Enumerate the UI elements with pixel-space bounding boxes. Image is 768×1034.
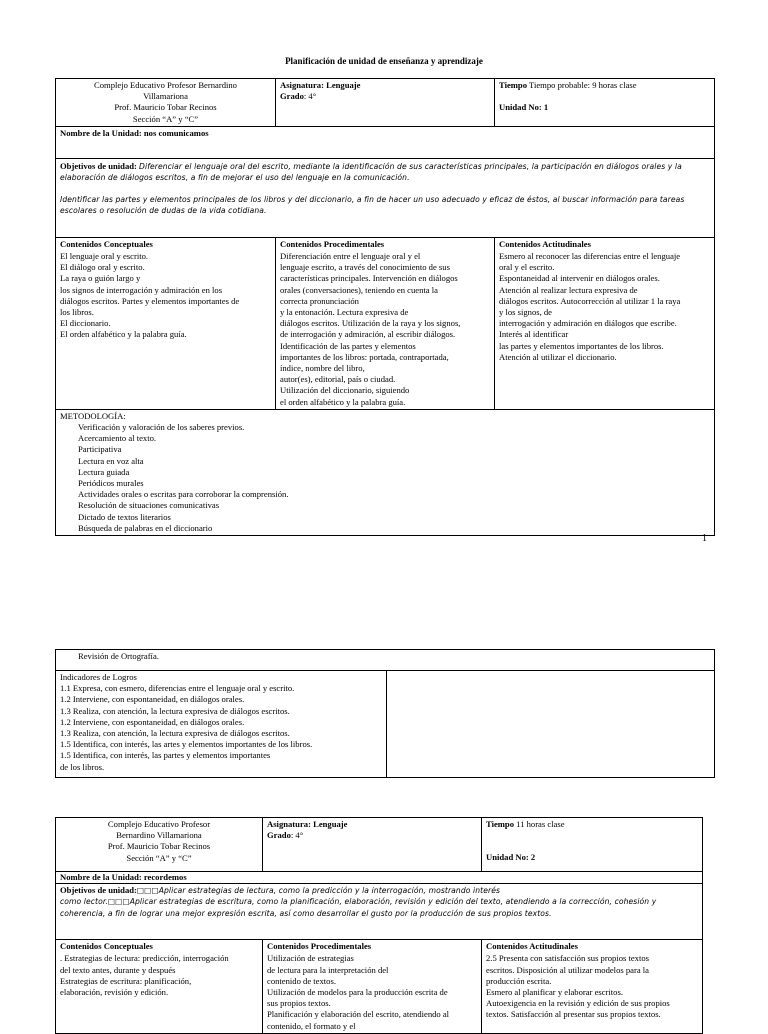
- grade-value: : 4°: [303, 91, 317, 102]
- indicator-item: 1.2 Interviene, con espontaneidad, en diálogos orales.: [60, 716, 245, 727]
- content-line: índice, nombre del libro,: [280, 363, 365, 374]
- content-line: Esmero al reconocer las diferencias entre el lenguaje: [499, 251, 681, 262]
- attitudinal-contents: [482, 952, 703, 1033]
- content-line: del texto antes, durante y después: [60, 964, 176, 975]
- content-line: Interés al identificar: [499, 329, 569, 340]
- indicators-empty-cell: [387, 671, 715, 778]
- col-header-conceptual: Contenidos Conceptuales: [56, 940, 263, 953]
- grade-label: Grado: [267, 830, 291, 841]
- content-line: Planificación y elaboración del escrito, atendiendo al: [267, 1009, 450, 1020]
- conceptual-contents: [56, 250, 276, 409]
- indicator-item: 1.3 Realiza, con atención, la lectura expresiva de diálogos escritos.: [60, 705, 290, 716]
- content-line: Diferenciación entre el lenguaje oral y el: [280, 251, 421, 262]
- content-line: y los signos, de: [499, 307, 552, 318]
- content-line: lenguaje escrito, a través del conocimiento de sus: [280, 262, 450, 273]
- content-line: El diálogo oral y escrito.: [60, 262, 145, 273]
- objectives-text: Identificar las partes y elementos principales de los libros y del diccionario, a fin de hacer un uso adecuado y eficaz de éstos, al buscar información para tareas: [60, 195, 685, 205]
- unit2-school-cell: [56, 818, 263, 872]
- methodology-cell: [56, 409, 715, 535]
- unit-name-value: nos comunicamos: [143, 127, 209, 138]
- indicator-item: 1.2 Interviene, con espontaneidad, en diálogos orales.: [60, 694, 245, 705]
- unit1-objectives-cell: [56, 158, 715, 237]
- grade-value: : 4°: [290, 830, 304, 841]
- content-line: oral y el escrito.: [499, 262, 555, 273]
- objectives-text: elaboración de diálogos escritos, a fin de mejorar el uso del lenguaje en la comunicación.: [60, 173, 410, 183]
- page-number: 1: [702, 533, 707, 544]
- content-line: El orden alfabético y la palabra guía.: [60, 329, 187, 340]
- content-line: Atención al utilizar el diccionario.: [499, 351, 617, 362]
- procedural-contents: [276, 250, 495, 409]
- unit2-plan-table: [55, 817, 703, 1034]
- content-line: orales (conversaciones), teniendo en cuenta la: [280, 284, 438, 295]
- content-line: El lenguaje oral y escrito.: [60, 251, 149, 262]
- content-line: sus propios textos.: [267, 998, 331, 1009]
- objectives-text: Diferenciar el lenguaje oral del escrito, mediante la identificación de sus características principales, la participación en diálogos orales y la: [139, 161, 682, 171]
- unit-name-label: Nombre de la Unidad:: [60, 127, 142, 138]
- col-header-procedural: Contenidos Procedimentales: [276, 237, 495, 250]
- methodology-item: Revisión de Ortografía.: [78, 651, 159, 661]
- content-line: los libros.: [60, 307, 94, 318]
- methodology-item: Resolución de situaciones comunicativas: [78, 500, 220, 511]
- conceptual-contents: [56, 952, 263, 1033]
- procedural-contents: [263, 952, 482, 1033]
- teacher-name: Prof. Mauricio Tobar Recinos: [114, 102, 217, 113]
- school-name-line: Bernardino Villamariona: [116, 830, 202, 841]
- content-line: interrogación y admiración en diálogos que escribe.: [499, 318, 677, 329]
- grade-label: Grado: [280, 91, 304, 102]
- time-label: Tiempo: [486, 819, 515, 829]
- unit2-objectives-cell: [56, 884, 703, 940]
- col-header-attitudinal: Contenidos Actitudinales: [495, 237, 715, 250]
- subject-label: Asignatura:: [280, 80, 324, 90]
- section-label: Sección “A” y “C”: [132, 113, 199, 124]
- content-line: de lectura para la interpretación del: [267, 964, 389, 975]
- methodology-item: Lectura guiada: [78, 466, 130, 477]
- content-line: diálogos escritos. Partes y elementos importantes de: [60, 295, 240, 306]
- col-header-conceptual: Contenidos Conceptuales: [56, 237, 276, 250]
- indicator-item: 1.3 Realiza, con atención, la lectura expresiva de diálogos escritos.: [60, 728, 290, 739]
- content-line: producción escrita.: [486, 975, 552, 986]
- content-line: La raya o guión largo y: [60, 273, 141, 284]
- content-line: El diccionario.: [60, 318, 111, 329]
- indicator-item: de los libros.: [60, 761, 105, 772]
- methodology-item: Actividades orales o escritas para corroborar la comprensión.: [78, 489, 289, 500]
- indicator-item: 1.5 Identifica, con interés, las partes y elementos importantes: [60, 750, 271, 761]
- col-header-procedural: Contenidos Procedimentales: [263, 940, 482, 953]
- methodology-item: Periódicos murales: [78, 478, 144, 489]
- indicators-label: Indicadores de Logros: [60, 672, 137, 682]
- unit2-subject-cell: [263, 818, 482, 872]
- unit1-time-cell: [495, 79, 715, 127]
- col-header-attitudinal: Contenidos Actitudinales: [482, 940, 703, 953]
- subject-label: Asignatura:: [267, 819, 311, 829]
- content-line: Utilización de modelos para la producción escrita de: [267, 987, 448, 998]
- teacher-name: Prof. Mauricio Tobar Recinos: [107, 841, 211, 852]
- objectives-text: como lector.□□□Aplicar estrategias de escritura, como la planificación, elaboración, revisión y edición del texto, atendiendo a la corrección, cohesión y: [60, 897, 657, 907]
- school-name-line: Villamariona: [143, 91, 188, 102]
- content-line: el orden alfabético y la palabra guía.: [280, 396, 406, 407]
- content-line: diálogos escritos. Utilización de la raya y los signos,: [280, 318, 461, 329]
- page-title: Planificación de unidad de enseñanza y aprendizaje: [285, 56, 483, 66]
- methodology-item: Verificación y valoración de los saberes previos.: [78, 422, 245, 433]
- content-line: autor(es), editorial, país o ciudad.: [280, 374, 396, 385]
- objectives-text: □□□Aplicar estrategias de lectura, como la predicción y la interrogación, mostrando interés: [136, 886, 501, 896]
- time-value: 11 horas clase: [516, 819, 565, 829]
- school-name-line: Complejo Educativo Profesor: [107, 819, 211, 829]
- content-line: contenido, el formato y el: [267, 1020, 356, 1031]
- objectives-text: escolares o resolución de dudas de la vida cotidiana.: [60, 206, 267, 216]
- content-line: correcta pronunciación: [280, 295, 359, 306]
- content-line: escritos. Disposición al utilizar modelos para la: [486, 964, 650, 975]
- content-line: Utilización del diccionario, siguiendo: [280, 385, 410, 396]
- unit-name-value: recordemos: [143, 872, 187, 882]
- content-line: Utilización de estrategias: [267, 953, 354, 964]
- unit1-plan-table: [55, 78, 715, 536]
- indicators-cell: [56, 671, 387, 778]
- content-line: los signos de interrogación y admiración en los: [60, 284, 223, 295]
- content-line: Estrategias de escritura: planificación,: [60, 975, 192, 986]
- section-label: Sección “A” y “C”: [126, 852, 192, 863]
- objectives-text: coherencia, a fin de lograr una mejor expresión escrita, así como desarrollar el gusto por la producción de sus propios textos.: [60, 908, 552, 918]
- methodology-label: METODOLOGÍA:: [60, 410, 126, 421]
- subject-value: Lenguaje: [326, 80, 361, 90]
- content-line: elaboración, revisión y edición.: [60, 987, 169, 998]
- school-name-line: Complejo Educativo Profesor Bernardino: [94, 80, 237, 90]
- content-line: importantes de los libros: portada, contraportada,: [280, 351, 449, 362]
- unit-number: Unidad No: 1: [499, 102, 549, 113]
- attitudinal-contents: [495, 250, 715, 409]
- unit-name-label: Nombre de la Unidad:: [60, 872, 142, 882]
- time-value: Tiempo probable: 9 horas clase: [529, 80, 637, 90]
- continuation-table: [55, 649, 715, 778]
- unit1-subject-cell: [276, 79, 495, 127]
- content-line: y la entonación. Lectura expresiva de: [280, 307, 409, 318]
- unit2-name-cell: [56, 872, 703, 884]
- methodology-item: Acercamiento al texto.: [78, 433, 157, 444]
- content-line: de interrogación y admiración, al escribir diálogos.: [280, 329, 456, 340]
- objectives-label: Objetivos de unidad:: [60, 885, 137, 896]
- methodology-item: Búsqueda de palabras en el diccionario: [78, 522, 213, 533]
- content-line: textos. Satisfacción al presentar sus propios textos.: [486, 1009, 661, 1020]
- content-line: Identificación de las partes y elementos: [280, 340, 416, 351]
- methodology-item: Participativa: [78, 444, 122, 455]
- content-line: las partes y elementos importantes de los libros.: [499, 340, 664, 351]
- methodology-continuation-cell: [56, 650, 715, 671]
- unit-number: Unidad No: 2: [486, 852, 536, 863]
- unit1-name-cell: [56, 126, 715, 158]
- methodology-item: Dictado de textos literarios: [78, 511, 171, 522]
- content-line: Esmero al planificar y elaborar escritos.: [486, 987, 623, 998]
- content-line: características principales. Intervención en diálogos: [280, 273, 458, 284]
- unit1-school-cell: [56, 79, 276, 127]
- content-line: . Estrategias de lectura: predicción, interrogación: [60, 953, 229, 964]
- content-line: Autoexigencia en la revisión y edición de sus propios: [486, 998, 670, 1009]
- content-line: Espontaneidad al intervenir en diálogos orales.: [499, 273, 660, 284]
- content-line: 2.5 Presenta con satisfacción sus propios textos: [486, 953, 650, 964]
- methodology-item: Lectura en voz alta: [78, 455, 144, 466]
- objectives-label: Objetivos de unidad:: [60, 160, 137, 171]
- content-line: Atención al realizar lectura expresiva de: [499, 284, 638, 295]
- unit2-time-cell: [482, 818, 703, 872]
- content-line: contenido de textos.: [267, 975, 336, 986]
- indicator-item: 1.1 Expresa, con esmero, diferencias entre el lenguaje oral y escrito.: [60, 683, 295, 694]
- content-line: diálogos escritos. Autocorrección al utilizar 1 la raya: [499, 295, 681, 306]
- subject-value: Lenguaje: [313, 819, 348, 829]
- indicator-item: 1.5 Identifica, con interés, las artes y elementos importantes de los libros.: [60, 739, 313, 750]
- time-label: Tiempo: [499, 80, 528, 90]
